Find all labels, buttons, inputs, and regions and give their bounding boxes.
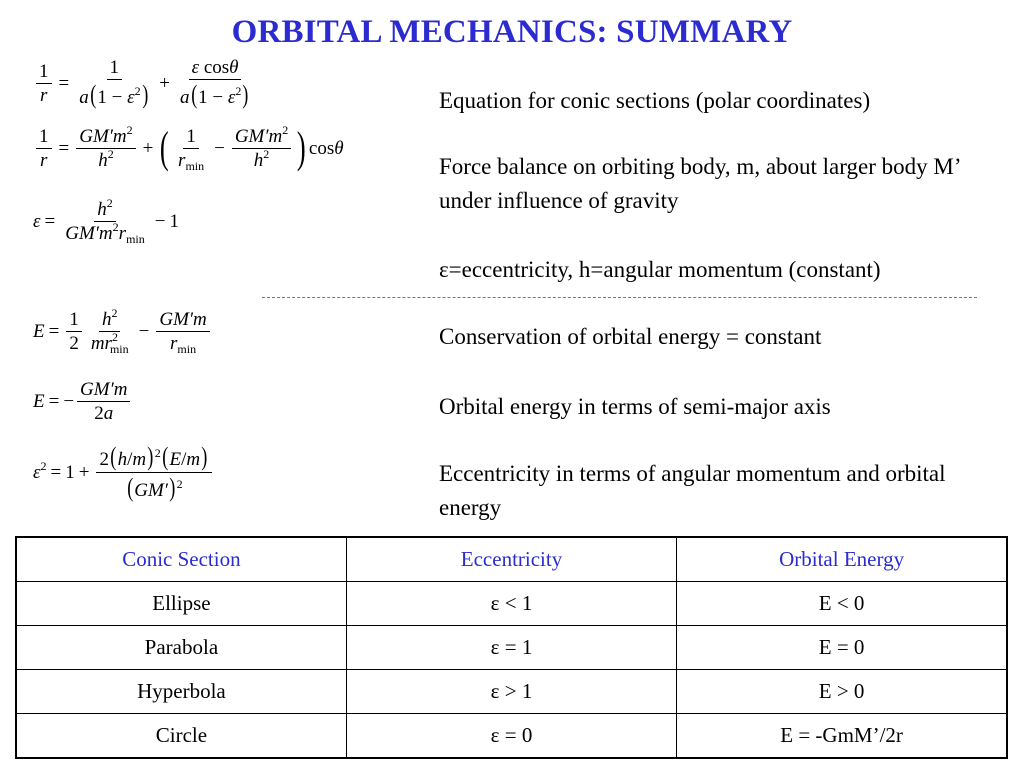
description-energy-conservation: Conservation of orbital energy = constant	[439, 324, 822, 349]
table-row	[16, 582, 1007, 626]
description-variables: ε=eccentricity, h=angular momentum (constant)	[439, 257, 881, 282]
cell-orbital-energy: E < 0	[677, 582, 1007, 626]
table-row	[16, 714, 1007, 759]
equation-eccentricity-energy: $\varepsilon^2$ = 1 + $\frac{2(h/m)^2(E/m)}{(GM')^2}$	[33, 444, 215, 501]
equation-conic-polar: $\frac{1}{r}$ = $\frac{1}{a(1 - \varepsilon^2)}$ + $\frac{\text{ε cosθ}}{a(1 - \varepsilon^2)}$	[33, 58, 256, 108]
cell-conic-section: Parabola	[16, 626, 346, 670]
cell-eccentricity: ε = 1	[346, 626, 676, 670]
conic-section-table	[15, 536, 1008, 759]
cell-eccentricity: ε < 1	[346, 582, 676, 626]
cell-orbital-energy: E = -GmM’/2r	[677, 714, 1007, 759]
cell-eccentricity: ε = 0	[346, 714, 676, 759]
cell-orbital-energy: E = 0	[677, 626, 1007, 670]
cell-conic-section: Circle	[16, 714, 346, 759]
slide-title: ORBITAL MECHANICS: SUMMARY	[231, 14, 793, 50]
header-orbital-energy: Orbital Energy	[677, 537, 1007, 582]
header-eccentricity: Eccentricity	[346, 537, 676, 582]
table-header-row	[16, 537, 1007, 582]
header-conic-section: Conic Section	[16, 537, 346, 582]
cell-conic-section: Hyperbola	[16, 670, 346, 714]
table-row	[16, 670, 1007, 714]
description-eccentricity-energy: Eccentricity in terms of angular momentum and orbital energy	[439, 461, 946, 520]
section-divider	[262, 297, 977, 298]
table-row	[16, 626, 1007, 670]
cell-orbital-energy: E > 0	[677, 670, 1007, 714]
description-conic-equation: Equation for conic sections (polar coordinates)	[439, 88, 871, 113]
cell-eccentricity: ε > 1	[346, 670, 676, 714]
description-force-balance: Force balance on orbiting body, m, about larger body M’ under influence of gravity	[439, 154, 960, 213]
equation-force-balance: $\frac{1}{r}$ = $\frac{GM'm^2}{h^2}$ + ( $\frac{1}{r_{min}}$ − $\frac{GM'm^2}{h^2}$ ) cosθ	[33, 126, 344, 170]
equation-eccentricity: ε = $\frac{h^2}{GM'm^2r_{min}}$ − 1	[33, 196, 179, 246]
equation-energy-semi-major-axis: E = − $\frac{GM'm}{2a}$	[33, 380, 133, 423]
cell-conic-section: Ellipse	[16, 582, 346, 626]
description-semi-major-axis: Orbital energy in terms of semi-major axis	[439, 394, 831, 419]
equation-orbital-energy: E = $\frac{1}{2}$ $\frac{h^2}{mr^2_{min}}$ − $\frac{GM'm}{r_{min}}$	[33, 310, 213, 353]
